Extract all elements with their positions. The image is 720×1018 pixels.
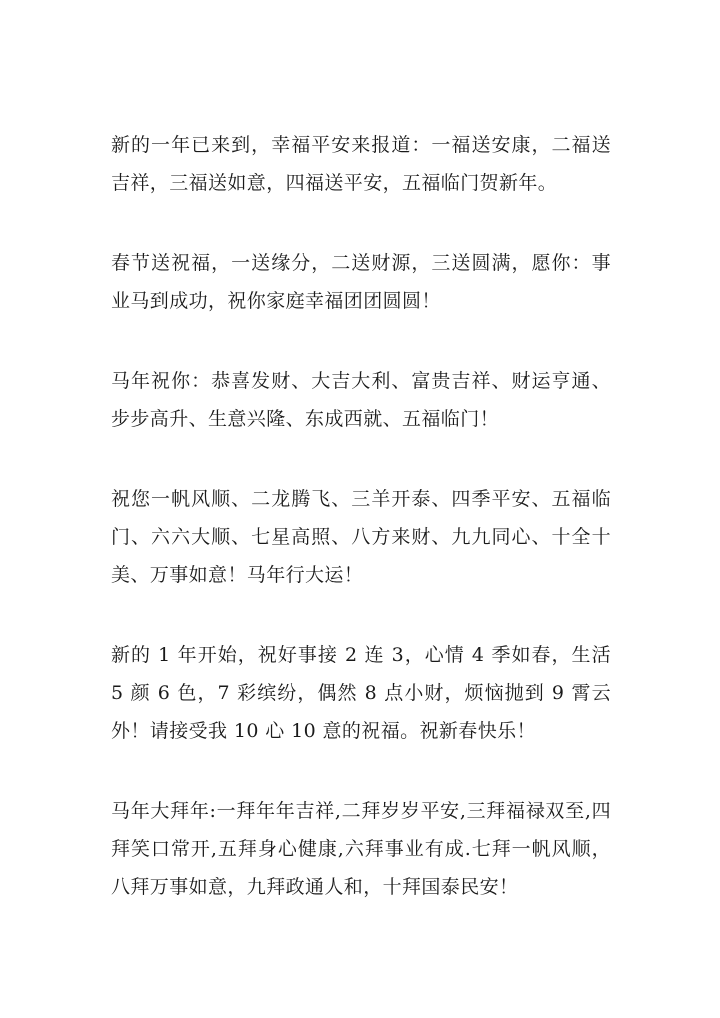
paragraph-1: 新的一年已来到，幸福平安来报道：一福送安康，二福送吉祥，三福送如意，四福送平安，五福临门贺新年。 <box>111 134 611 194</box>
document-body <box>111 126 611 948</box>
paragraph-2: 春节送祝福，一送缘分，二送财源，三送圆满，愿你：事业马到成功，祝你家庭幸福团团圆圆！ <box>111 252 611 312</box>
paragraph-4: 祝您一帆风顺、二龙腾飞、三羊开泰、四季平安、五福临门、六六大顺、七星高照、八方来财、九九同心、十全十美、万事如意！马年行大运！ <box>111 488 611 586</box>
paragraph-6: 马年大拜年:一拜年年吉祥,二拜岁岁平安,三拜福禄双至,四拜笑口常开,五拜身心健康,六拜事业有成.七拜一帆风顺，八拜万事如意，九拜政通人和，十拜国泰民安！ <box>111 800 611 898</box>
paragraph-3: 马年祝你：恭喜发财、大吉大利、富贵吉祥、财运亨通、步步高升、生意兴隆、东成西就、五福临门！ <box>111 370 611 430</box>
paragraph-5: 新的 1 年开始，祝好事接 2 连 3，心情 4 季如春，生活 5 颜 6 色，7 彩缤纷，偶然 8 点小财，烦恼抛到 9 霄云外！请接受我 10 心 10 意的祝福。祝新春快乐！ <box>111 644 611 742</box>
